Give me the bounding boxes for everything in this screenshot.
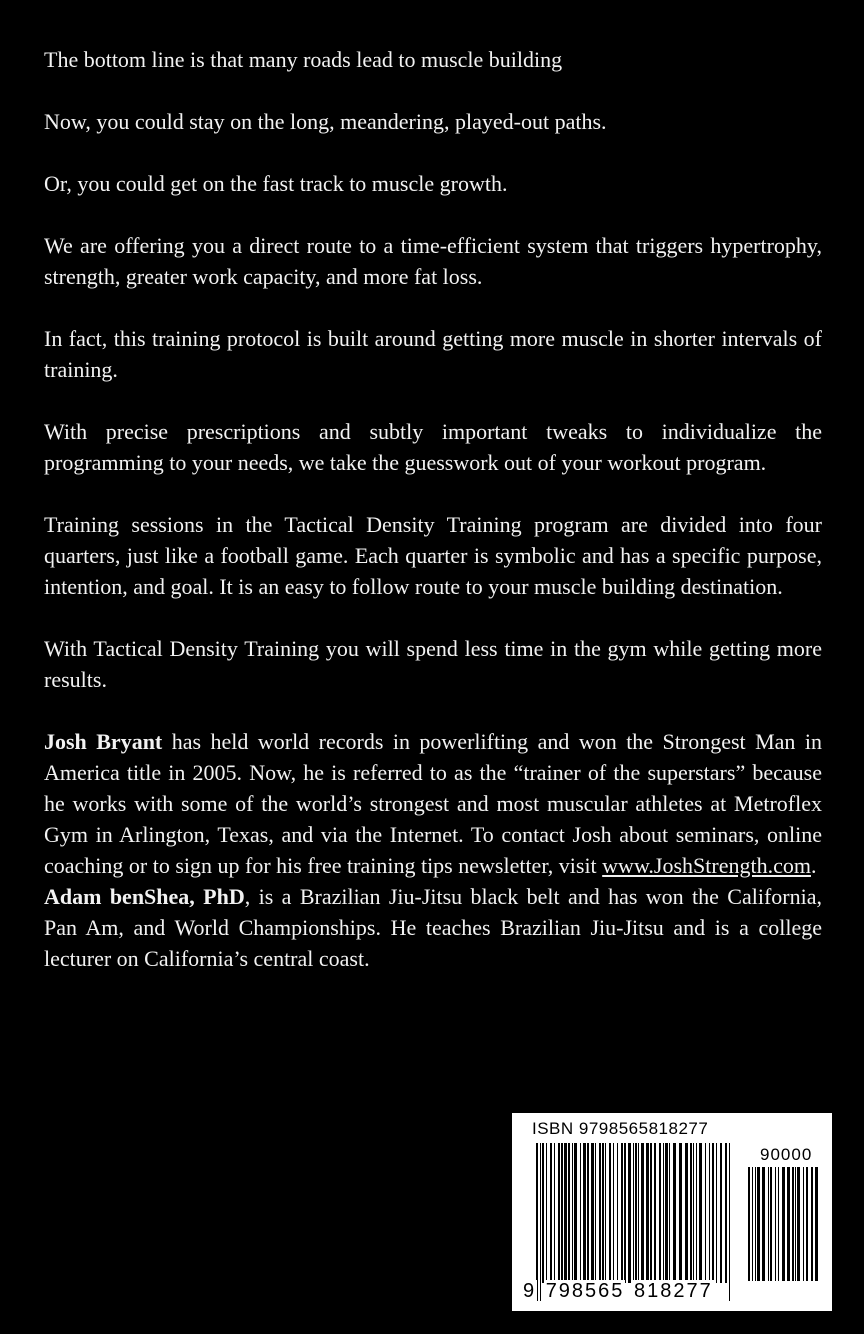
barcode-bar <box>716 1143 717 1283</box>
barcode-bar <box>768 1167 769 1281</box>
barcode-bar <box>712 1143 714 1283</box>
barcode-bar <box>628 1143 631 1283</box>
barcode-bar <box>561 1143 563 1283</box>
barcode-bar <box>709 1143 710 1283</box>
barcode-bar <box>609 1143 611 1283</box>
barcode-bar <box>725 1143 727 1283</box>
barcode-bar <box>795 1167 796 1281</box>
barcode-bar <box>602 1143 604 1283</box>
barcode-digit-lead: 9 <box>523 1280 537 1302</box>
barcode-bar <box>572 1143 573 1283</box>
author-bio-josh-text: has held world records in powerlifting and won the Strongest Man in America title in 2005. Now, he is referred to as the “trainer of the superstars” because he works with some of the world’s strongest and most muscular athletes at Metroflex Gym in Arlington, Texas, and via the Internet. To contact Josh about seminars, online coaching or to sign up for his free training tips newsletter, visit <box>44 729 823 878</box>
barcode-bar <box>650 1143 652 1283</box>
barcode-bar <box>613 1143 614 1283</box>
barcode-bar <box>641 1143 644 1283</box>
barcode-bar <box>599 1143 601 1283</box>
barcode-bar <box>550 1143 552 1283</box>
barcode-bar <box>748 1167 750 1281</box>
barcode-bar <box>696 1143 697 1283</box>
paragraph-6: With precise prescriptions and subtly important tweaks to individualize the programming to your needs, we take the guesswork out of your workout program. <box>44 419 822 475</box>
barcode-bar <box>554 1143 555 1283</box>
isbn-barcode <box>512 1113 832 1311</box>
barcode-bar <box>699 1143 702 1283</box>
barcode-bar <box>669 1143 670 1283</box>
barcode-bar <box>770 1167 772 1281</box>
barcode-bar <box>693 1143 694 1283</box>
barcode-bar <box>755 1167 756 1281</box>
paragraph-3: Or, you could get on the fast track to muscle growth. <box>44 171 508 196</box>
barcode-bar <box>633 1143 634 1301</box>
barcode-bar <box>705 1143 706 1283</box>
barcode-bar <box>617 1143 618 1283</box>
barcode-bar <box>654 1143 656 1283</box>
barcode-bar <box>685 1143 688 1283</box>
barcode-bar <box>621 1143 623 1283</box>
barcode-bar <box>690 1143 692 1283</box>
barcode-bar <box>605 1143 606 1283</box>
barcode-bar <box>803 1167 804 1281</box>
barcode-bar <box>568 1143 570 1283</box>
barcode-bar <box>540 1143 541 1301</box>
barcode-bar <box>811 1167 813 1281</box>
barcode-bar <box>762 1167 765 1281</box>
barcode-bar <box>679 1143 682 1283</box>
author-name-josh: Josh Bryant <box>44 729 163 754</box>
barcode-bar <box>546 1143 547 1283</box>
paragraph-4: We are offering you a direct route to a time-efficient system that triggers hypertrophy, strength, greater work capacity, and more fat loss. <box>44 233 822 289</box>
barcode-bar <box>536 1143 538 1301</box>
barcode-bar <box>624 1143 626 1283</box>
barcode-bar <box>806 1167 808 1281</box>
barcode-bar <box>635 1143 637 1301</box>
barcode-bar <box>815 1167 818 1281</box>
barcode-bar <box>659 1143 661 1283</box>
website-link[interactable]: www.JoshStrength.com <box>602 853 811 878</box>
barcode-bar <box>583 1143 586 1283</box>
barcode-digits-left: 798565 <box>545 1280 625 1302</box>
barcode-bar <box>638 1143 639 1283</box>
author-bio-josh <box>44 726 822 881</box>
barcode-bar <box>646 1143 649 1283</box>
barcode-bar <box>580 1143 581 1283</box>
paragraph-5: In fact, this training protocol is built around getting more muscle in shorter intervals of training. <box>44 326 822 382</box>
barcode-bar <box>665 1143 668 1283</box>
barcode-addon-bars <box>748 1167 818 1299</box>
barcode-bar <box>595 1143 596 1283</box>
barcode-bar <box>558 1143 560 1283</box>
back-cover-text <box>44 44 822 1005</box>
barcode-digits <box>522 1280 714 1303</box>
author-name-adam: Adam benShea, PhD <box>44 884 245 909</box>
author-bio-adam <box>44 881 822 974</box>
barcode-bar <box>542 1143 544 1283</box>
barcode-bar <box>797 1167 800 1281</box>
paragraph-8: With Tactical Density Training you will spend less time in the gym while getting more results. <box>44 636 822 692</box>
barcode-bar <box>673 1143 676 1283</box>
barcode-bar <box>564 1143 567 1283</box>
paragraph-1: The bottom line is that many roads lead to muscle building <box>44 47 563 72</box>
barcode-bar <box>757 1167 760 1281</box>
author-bio-adam-text: , is a Brazilian Jiu-Jitsu black belt and has won the California, Pan Am, and World Championships. He teaches Brazilian Jiu-Jitsu and is a college lecturer on California’s central coast. <box>44 884 822 971</box>
isbn-label: ISBN 9798565818277 <box>532 1119 709 1138</box>
barcode-bar <box>792 1167 794 1281</box>
barcode-bar <box>720 1143 722 1283</box>
paragraph-7: Training sessions in the Tactical Density Training program are divided into four quarters, just like a football game. Each quarter is symbolic and has a specific purpose, intention, and goal. It is an easy to follow route to your muscle building destination. <box>44 512 822 599</box>
barcode-bar <box>782 1167 785 1281</box>
barcode-bar <box>778 1167 779 1281</box>
barcode-digits-right: 818277 <box>634 1280 713 1302</box>
barcode-bar <box>729 1143 730 1301</box>
barcode-bar <box>787 1167 790 1281</box>
barcode-bar <box>663 1143 664 1283</box>
barcode-bar <box>587 1143 589 1283</box>
price-code: 90000 <box>760 1145 813 1164</box>
author-bio-josh-end: . <box>810 853 817 878</box>
barcode-bar <box>752 1167 753 1281</box>
barcode-bar <box>574 1143 577 1283</box>
paragraph-2: Now, you could stay on the long, meandering, played-out paths. <box>44 109 607 134</box>
barcode-bar <box>775 1167 776 1281</box>
barcode-bars <box>536 1143 734 1301</box>
barcode-bar <box>591 1143 594 1283</box>
